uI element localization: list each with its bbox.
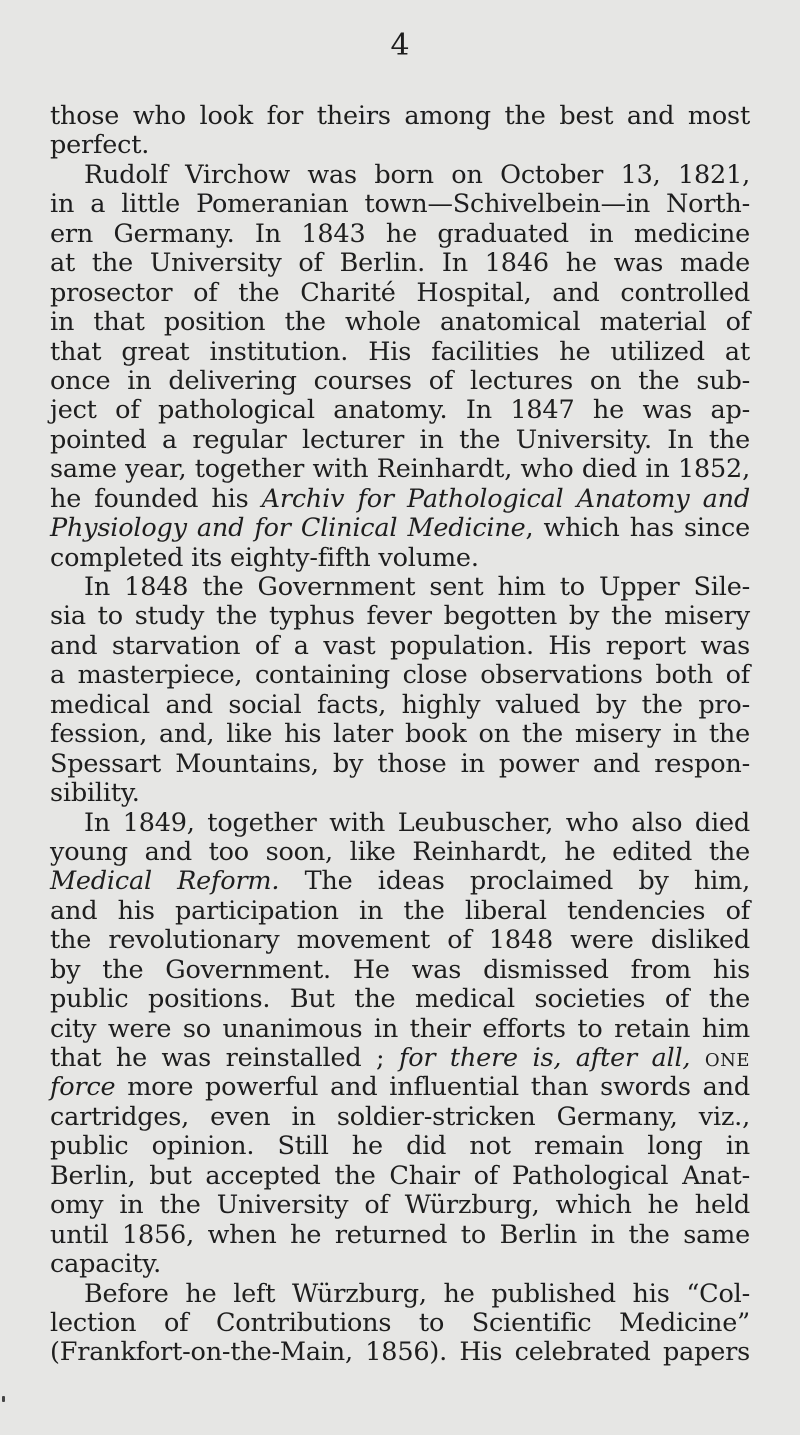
text-run: lection of Contributions to Scientific Medicine” xyxy=(50,1307,750,1338)
text-line xyxy=(50,1132,750,1161)
text-line xyxy=(50,926,750,955)
text-line xyxy=(50,632,750,661)
text-line xyxy=(50,1073,750,1102)
text-line xyxy=(50,1044,750,1073)
text-line xyxy=(50,838,750,867)
text-line xyxy=(50,514,750,543)
text-line xyxy=(50,1309,750,1338)
text-run: Rudolf Virchow was born on October 13, 1821, xyxy=(84,159,750,190)
text-line xyxy=(50,220,750,249)
text-run: (Frankfort-on-the-Main, 1856). His celebrated papers xyxy=(50,1337,750,1368)
text-line xyxy=(50,602,750,631)
text-run: omy in the University of Würzburg, which he held xyxy=(50,1190,750,1221)
text-line xyxy=(50,661,750,690)
text-run: in a little Pomeranian town—Schivelbein—in North- xyxy=(50,189,750,220)
text-run: sibility. xyxy=(50,778,140,809)
text-run: in that position the whole anatomical material of xyxy=(50,307,750,338)
text-line xyxy=(50,544,750,573)
text-run: completed its eighty-fifth volume. xyxy=(50,542,479,573)
text-run: more powerful and influential than swords and xyxy=(115,1072,750,1103)
text-line xyxy=(50,1015,750,1044)
text-line xyxy=(50,338,750,367)
text-line xyxy=(50,985,750,1014)
text-run: fession, and, like his later book on the misery in the xyxy=(50,719,750,750)
text-run: In 1848 the Government sent him to Upper Sile- xyxy=(84,572,750,602)
text-line xyxy=(50,1191,750,1220)
text-run: perfect. xyxy=(50,130,150,161)
text-line xyxy=(50,1221,750,1250)
text-run: that he was reinstalled ; xyxy=(50,1043,399,1073)
text-run: Spessart Mountains, by those in power and respon- xyxy=(50,748,750,779)
text-line xyxy=(50,1250,750,1279)
text-line xyxy=(50,455,750,484)
text-line xyxy=(50,367,750,396)
text-line xyxy=(50,573,750,602)
text-line xyxy=(50,1338,750,1367)
small-caps-text: one xyxy=(704,1043,751,1073)
print-speck xyxy=(2,1396,5,1402)
text-line xyxy=(50,308,750,337)
text-run: medical and social facts, highly valued by the pro- xyxy=(50,689,750,720)
text-run: until 1856, when he returned to Berlin in the same xyxy=(50,1219,750,1250)
text-line xyxy=(50,867,750,896)
text-line xyxy=(50,1280,750,1309)
text-run: those who look for theirs among the best and most xyxy=(50,101,750,131)
page-number: 4 xyxy=(390,28,410,63)
text-run: , which has since xyxy=(525,513,750,544)
text-run: city were so unanimous in their efforts to retain him xyxy=(50,1013,750,1044)
text-run: same year, together with Reinhardt, who died in 1852, xyxy=(50,454,750,485)
text-run: Berlin, but accepted the Chair of Pathological Anat- xyxy=(50,1160,750,1191)
text-line xyxy=(50,809,750,838)
text-line xyxy=(50,396,750,425)
text-run: and his participation in the liberal tendencies of xyxy=(50,895,750,926)
text-run: at the University of Berlin. In 1846 he was made xyxy=(50,248,750,279)
text-line xyxy=(50,897,750,926)
text-line xyxy=(50,1103,750,1132)
text-line xyxy=(50,485,750,514)
text-run: sia to study the typhus fever begotten by the misery xyxy=(50,601,750,632)
italic-text: for there is, after all, xyxy=(398,1043,691,1073)
text-line xyxy=(50,190,750,219)
text-line xyxy=(50,779,750,808)
italic-text: Physiology and for Clinical Medicine xyxy=(50,513,526,544)
text-run: public opinion. Still he did not remain long in xyxy=(50,1131,750,1162)
text-line xyxy=(50,102,750,131)
text-run: cartridges, even in soldier-stricken Germany, viz., xyxy=(50,1101,750,1132)
text-line xyxy=(50,249,750,278)
text-run: by the Government. He was dismissed from his xyxy=(50,954,750,985)
text-run: The ideas proclaimed by him, xyxy=(279,866,750,897)
body-text xyxy=(50,102,750,1368)
text-line xyxy=(50,1162,750,1191)
text-run: ject of pathological anatomy. In 1847 he was ap- xyxy=(50,395,750,426)
text-run: once in delivering courses of lectures on the sub- xyxy=(50,365,750,396)
text-run: that great institution. His facilities he utilized at xyxy=(50,336,750,367)
text-run: In 1849, together with Leubuscher, who also died xyxy=(84,807,750,838)
text-run: young and too soon, like Reinhardt, he edited the xyxy=(50,836,750,867)
text-line xyxy=(50,691,750,720)
text-run: and starvation of a vast population. His report was xyxy=(50,630,750,661)
text-run: the revolutionary movement of 1848 were disliked xyxy=(50,925,750,956)
text-run: he founded his xyxy=(50,483,262,514)
text-line xyxy=(50,956,750,985)
text-run: public positions. But the medical societies of the xyxy=(50,984,750,1015)
text-run: pointed a regular lecturer in the University. In the xyxy=(50,424,750,455)
italic-text: Archiv for Pathological Anatomy and xyxy=(261,483,750,514)
text-line xyxy=(50,750,750,779)
text-run: ern Germany. In 1843 he graduated in medicine xyxy=(50,218,750,249)
text-line xyxy=(50,426,750,455)
text-run: Before he left Würzburg, he published his “Col- xyxy=(84,1278,750,1309)
text-line xyxy=(50,161,750,190)
italic-text: Medical Reform. xyxy=(50,866,280,897)
text-line xyxy=(50,131,750,160)
text-line xyxy=(50,720,750,749)
text-run: a masterpiece, containing close observations both of xyxy=(50,660,750,691)
text-run: prosector of the Charité Hospital, and controlled xyxy=(50,277,750,308)
text-run: capacity. xyxy=(50,1249,162,1280)
text-line xyxy=(50,279,750,308)
text-run xyxy=(690,1043,705,1073)
italic-text: force xyxy=(50,1072,116,1103)
